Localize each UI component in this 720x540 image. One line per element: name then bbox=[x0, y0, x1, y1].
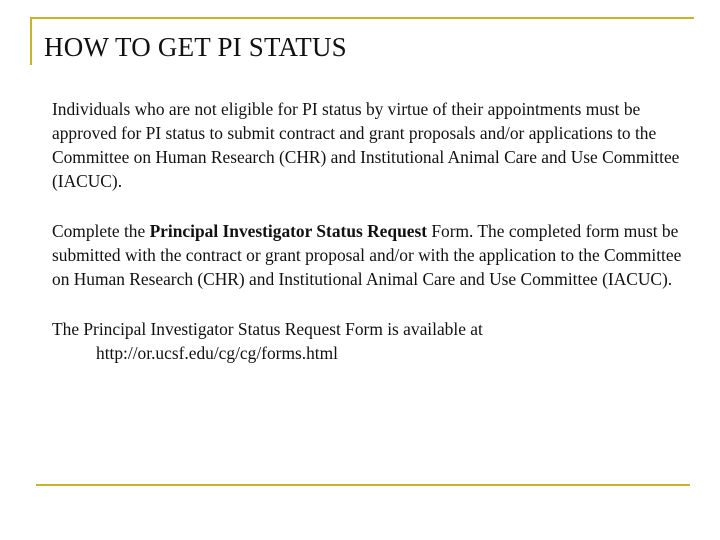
paragraph-complete-form-rest: Form. The completed form must be submitted with the contract or grant proposal and/or with the application to the Committee on Human Research (CHR) and Institutional Animal Care and Use Committee (IACUC). bbox=[52, 221, 682, 289]
forms-url: http://or.ucsf.edu/cg/cg/forms.html bbox=[96, 343, 338, 363]
paragraph-complete-form-lead: Complete the bbox=[52, 221, 150, 241]
slide-title: HOW TO GET PI STATUS bbox=[44, 32, 347, 62]
paragraph-availability bbox=[52, 317, 702, 365]
left-rule bbox=[30, 17, 32, 65]
form-name-bold: Principal Investigator Status Request bbox=[149, 221, 428, 241]
paragraph-complete-form bbox=[52, 219, 702, 291]
top-rule bbox=[30, 17, 694, 19]
paragraph-eligibility: Individuals who are not eligible for PI status by virtue of their appointments must be approved for PI status to submit contract and grant proposals and/or applications to the Committee on Human Research (CHR) and Institutional Animal Care and Use Committee (IACUC). bbox=[52, 99, 680, 191]
bottom-rule bbox=[36, 484, 690, 486]
slide-body bbox=[52, 97, 702, 365]
availability-text: The Principal Investigator Status Request Form is available at bbox=[52, 319, 483, 339]
